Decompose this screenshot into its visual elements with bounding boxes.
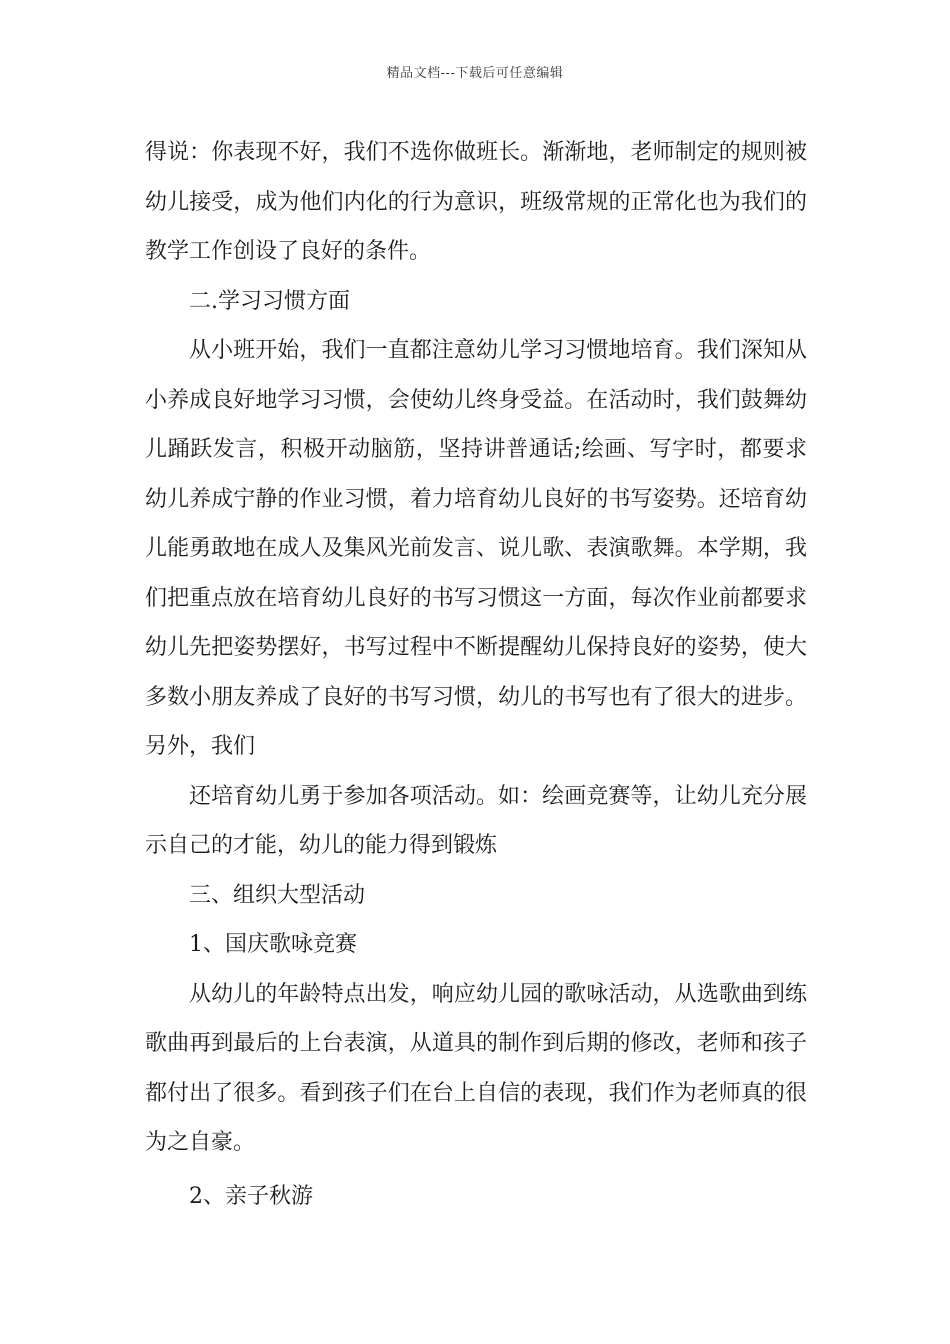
section-heading-large-activities: 三、组织大型活动 — [189, 882, 366, 908]
paragraph-class-rules: 得说：你表现不好，我们不选你做班长。渐渐地，老师制定的规则被幼儿接受，成为他们内化的行为意识，班级常规的正常化也为我们的教学工作创设了良好的条件。 — [145, 140, 807, 264]
paragraph-singing-contest: 从幼儿的年龄特点出发，响应幼儿园的歌咏活动，从选歌曲到练歌曲再到最后的上台表演，从道具的制作到后期的修改，老师和孩子都付出了很多。看到孩子们在台上自信的表现，我们作为老师真的很为之自豪。 — [145, 981, 807, 1155]
paragraph-activities: 还培育幼儿勇于参加各项活动。如：绘画竞赛等，让幼儿充分展示自己的才能，幼儿的能力得到锻炼 — [145, 783, 807, 858]
paragraph-study-habits: 从小班开始，我们一直都注意幼儿学习习惯地培育。我们深知从小养成良好地学习习惯，会使幼儿终身受益。在活动时，我们鼓舞幼儿踊跃发言，积极开动脑筋，坚持讲普通话;绘画、写字时，都要求幼儿养成宁静的作业习惯，着力培育幼儿良好的书写姿势。还培育幼儿能勇敢地在成人及集风光前发言、说儿歌、表演歌舞。本学期，我们把重点放在培育幼儿良好的书写习惯这一方面，每次作业前都要求幼儿先把姿势摆好，书写过程中不断提醒幼儿保持良好的姿势，使大多数小朋友养成了良好的书写习惯，幼儿的书写也有了很大的进步。另外，我们 — [145, 338, 807, 759]
page-header: 精品文档---下载后可任意编辑 — [386, 66, 564, 81]
subheading-national-day-singing: 1、国庆歌咏竞赛 — [189, 932, 357, 957]
subheading-parent-child-outing: 2、亲子秋游 — [189, 1183, 313, 1209]
section-heading-study-habits: 二.学习习惯方面 — [189, 288, 350, 314]
document-body — [145, 128, 807, 1221]
